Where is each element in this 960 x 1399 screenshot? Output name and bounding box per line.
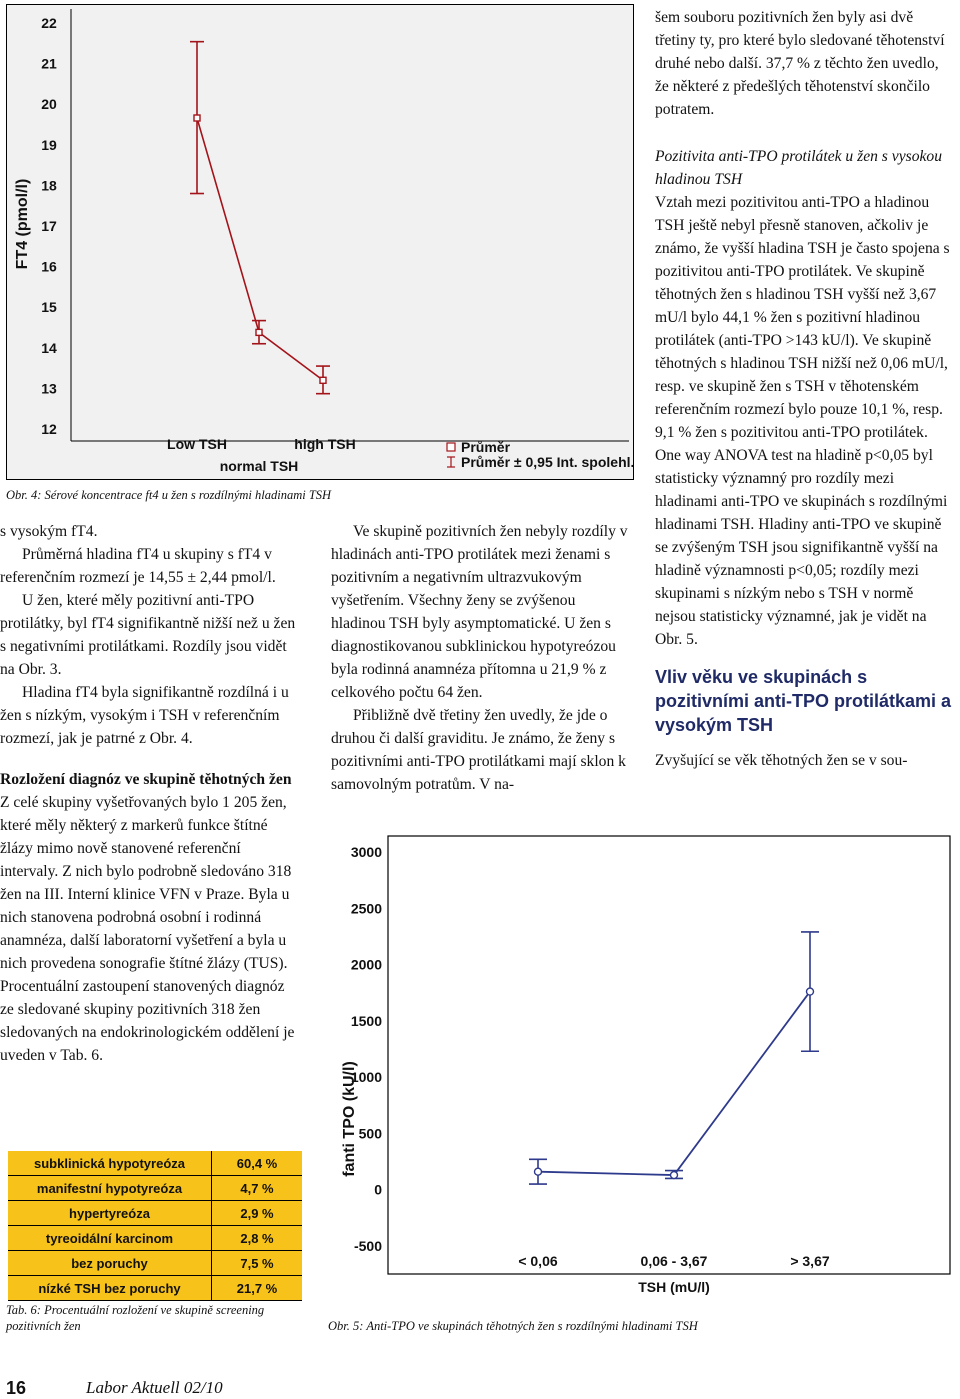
y-tick-label: 0 xyxy=(374,1181,382,1198)
x-category-label: normal TSH xyxy=(219,458,299,474)
table-row xyxy=(8,1176,302,1201)
table-cell-label: manifestní hypotyreóza xyxy=(8,1176,212,1201)
column-3 xyxy=(655,6,953,772)
tab6-caption: Tab. 6: Procentuální rozložení ve skupině screening pozitivních žen xyxy=(6,1303,265,1333)
table-cell-value: 2,9 % xyxy=(212,1201,303,1226)
fig4-caption: Obr. 4: Sérové koncentrace ft4 u žen s rozdílnými hladinami TSH xyxy=(6,488,332,502)
table-row xyxy=(8,1201,302,1226)
y-tick-label: 2000 xyxy=(350,956,382,973)
col1-paragraph-4: Hladina fT4 byla signifikantně rozdílná i u žen s nízkým, vysokým i TSH v referenčním rozmezí, jak je patrné z Obr. 4. xyxy=(0,684,289,747)
series-line xyxy=(197,118,323,380)
page-number: 16 xyxy=(6,1378,27,1398)
data-point xyxy=(671,1172,678,1179)
table-cell-label: bez poruchy xyxy=(8,1251,212,1276)
y-tick-label: 19 xyxy=(41,136,57,153)
column-1 xyxy=(0,520,302,1067)
col1-paragraph-3: U žen, které měly pozitivní anti-TPO protilátky, byl fT4 signifikantně nižší než u žen s negativními protilátkami. Rozdíly jsou vidět na Obr. 3. xyxy=(0,592,296,678)
y-tick-label: 1500 xyxy=(350,1012,382,1029)
legend-label-mean: Průměr xyxy=(461,439,511,455)
table-cell-label: nízké TSH bez poruchy xyxy=(8,1276,212,1301)
data-point xyxy=(194,115,200,121)
y-tick-label: 16 xyxy=(41,258,57,275)
y-axis-label: FT4 (pmol/l) xyxy=(14,178,31,270)
y-tick-label: 20 xyxy=(41,96,57,113)
y-axis-label: fanti TPO (kU/l) xyxy=(341,1061,358,1177)
y-tick-label: 3000 xyxy=(350,844,382,860)
fig5-chart xyxy=(322,832,956,1312)
x-category-label: 0,06 - 3,67 xyxy=(640,1253,708,1269)
x-category-label: Low TSH xyxy=(167,436,227,452)
y-tick-label: 1000 xyxy=(350,1069,382,1086)
y-tick-label: 12 xyxy=(41,421,57,437)
fig4-svg xyxy=(7,5,633,479)
table-cell-value: 2,8 % xyxy=(212,1226,303,1251)
table-6 xyxy=(8,1151,302,1301)
col3-paragraph-2: Vztah mezi pozitivitou anti-TPO a hladinou TSH ještě nebyl přesně stanoven, ačkoliv je známo, že vyšší hladina TSH je často spojena s pozitivitou anti-TPO protilátek. Ve skupině těhotných žen s hladinou TSH vyšší než 3,67 mU/l bylo 44,1 % žen s pozitivní hladinou protilátek (anti-TPO >143 kU/l). Ve skupině těhotných s hladinou TSH nižší než 0,06 mU/l, resp. ve skupině žen s TSH v těhotenském referenčním rozmezí bylo pouze 10,1 %, resp. 9,1 % žen s pozitivitou anti-TPO protilátek. One way ANOVA test na hladině p<0,05 byl statisticky významný pro rozdíly mezi hladinami anti-TPO ve skupinách s rozdílnými hladinami TSH. Hladiny anti-TPO ve skupině se zvýšeným TSH jsou signifikantně vyšší na hladině významnosti p<0,05; rozdíly mezi skupinami s nízkým nebo s TSH v normě nejsou statisticky významné, jak je vidět na Obr. 5. xyxy=(655,194,950,648)
table-cell-value: 60,4 % xyxy=(212,1151,303,1176)
col3-italic-heading: Pozitivita anti-TPO protilátek u žen s vysokou hladinou TSH xyxy=(655,148,942,188)
table-cell-value: 4,7 % xyxy=(212,1176,303,1201)
section-heading-age: Vliv věku ve skupinách s pozitivními anti-TPO protilátkami a vysokým TSH xyxy=(655,667,952,735)
col2-paragraph-1: Ve skupině pozitivních žen nebyly rozdíly v hladinách anti-TPO protilátek mezi ženami s pozitivním a negativním ultrazvukovým vyšetřením. Všechny ženy se zvýšenou hladinou TSH byly asymptomatické. U žen s diagnostikovanou subklinickou hypotyreózou byla rodinná anamnéza přítomna u 21,9 % z celkového počtu 64 žen. xyxy=(331,523,628,701)
y-tick-label: 500 xyxy=(358,1125,382,1142)
col3-paragraph-3: Zvyšující se věk těhotných žen se v sou- xyxy=(655,752,908,769)
legend-label-ci: Průměr ± 0,95 Int. spolehl. xyxy=(461,454,633,470)
table-row xyxy=(8,1251,302,1276)
table-row xyxy=(8,1276,302,1301)
y-tick-label: 21 xyxy=(41,55,57,72)
col1-paragraph-2: Průměrná hladina fT4 u skupiny s fT4 v referenčním rozmezí je 14,55 ± 2,44 pmol/l. xyxy=(0,546,276,586)
data-point xyxy=(807,988,814,995)
table-cell-label: hypertyreóza xyxy=(8,1201,212,1226)
journal-name: Labor Aktuell 02/10 xyxy=(86,1378,223,1397)
x-category-label: high TSH xyxy=(294,436,356,452)
table-cell-value: 21,7 % xyxy=(212,1276,303,1301)
col1-paragraph-1: s vysokým fT4. xyxy=(0,523,98,540)
col1-paragraph-5: Z celé skupiny vyšetřovaných bylo 1 205 žen, které měly některý z markerů funkce štítné žlázy mimo nově stanovené referenční intervaly. Z nich bylo podrobně sledováno 318 žen na III. Interní klinice VFN v Praze. Byla u nich stanovena podrobná osobní i rodinná anamnéza, další laboratorní vyšetření a byla u nich provedena sonografie štítné žlázy (TUS). Procentuální zastoupení stanovených diagnóz ze sledované skupiny pozitivních 318 žen sledovaných na endokrinologickém oddělení je uveden v Tab. 6. xyxy=(0,794,295,1064)
y-tick-label: 18 xyxy=(41,177,57,194)
fig4-chart xyxy=(6,4,634,480)
col3-paragraph-1: šem souboru pozitivních žen byly asi dvě třetiny ty, pro které bylo sledované těhotenství druhé nebo další. 37,7 % z těchto žen uvedlo, že některé z předešlých těhotenství skončilo potratem. xyxy=(655,9,945,118)
plot-frame xyxy=(388,836,950,1274)
x-category-label: < 0,06 xyxy=(518,1253,558,1269)
table-cell-label: tyreoidální karcinom xyxy=(8,1226,212,1251)
fig5-caption: Obr. 5: Anti-TPO ve skupinách těhotných žen s rozdílnými hladinami TSH xyxy=(328,1319,698,1333)
y-tick-label: 17 xyxy=(41,218,57,234)
y-tick-label: 2500 xyxy=(350,900,382,917)
data-point xyxy=(320,377,326,383)
x-axis-label: TSH (mU/l) xyxy=(638,1279,710,1295)
legend-marker-mean xyxy=(447,443,455,451)
y-tick-label: 14 xyxy=(41,339,57,356)
column-2 xyxy=(331,520,629,796)
table-row xyxy=(8,1151,302,1176)
y-tick-label: 22 xyxy=(41,15,57,31)
table-row xyxy=(8,1226,302,1251)
y-tick-label: -500 xyxy=(353,1238,382,1254)
data-point xyxy=(535,1168,542,1175)
col2-paragraph-2: Přibližně dvě třetiny žen uvedly, že jde o druhou či další graviditu. Je známo, že ženy s pozitivními anti-TPO protilátkami mají sklon k samovolným potratům. V na- xyxy=(331,707,626,793)
x-category-label: > 3,67 xyxy=(790,1253,830,1269)
table-cell-label: subklinická hypotyreóza xyxy=(8,1151,212,1176)
fig5-svg xyxy=(322,832,956,1312)
y-tick-label: 15 xyxy=(41,299,57,316)
table-cell-value: 7,5 % xyxy=(212,1251,303,1276)
section-heading-diagnoses: Rozložení diagnóz ve skupině těhotných žen xyxy=(0,771,292,788)
y-tick-label: 13 xyxy=(41,380,57,397)
data-point xyxy=(256,329,262,335)
